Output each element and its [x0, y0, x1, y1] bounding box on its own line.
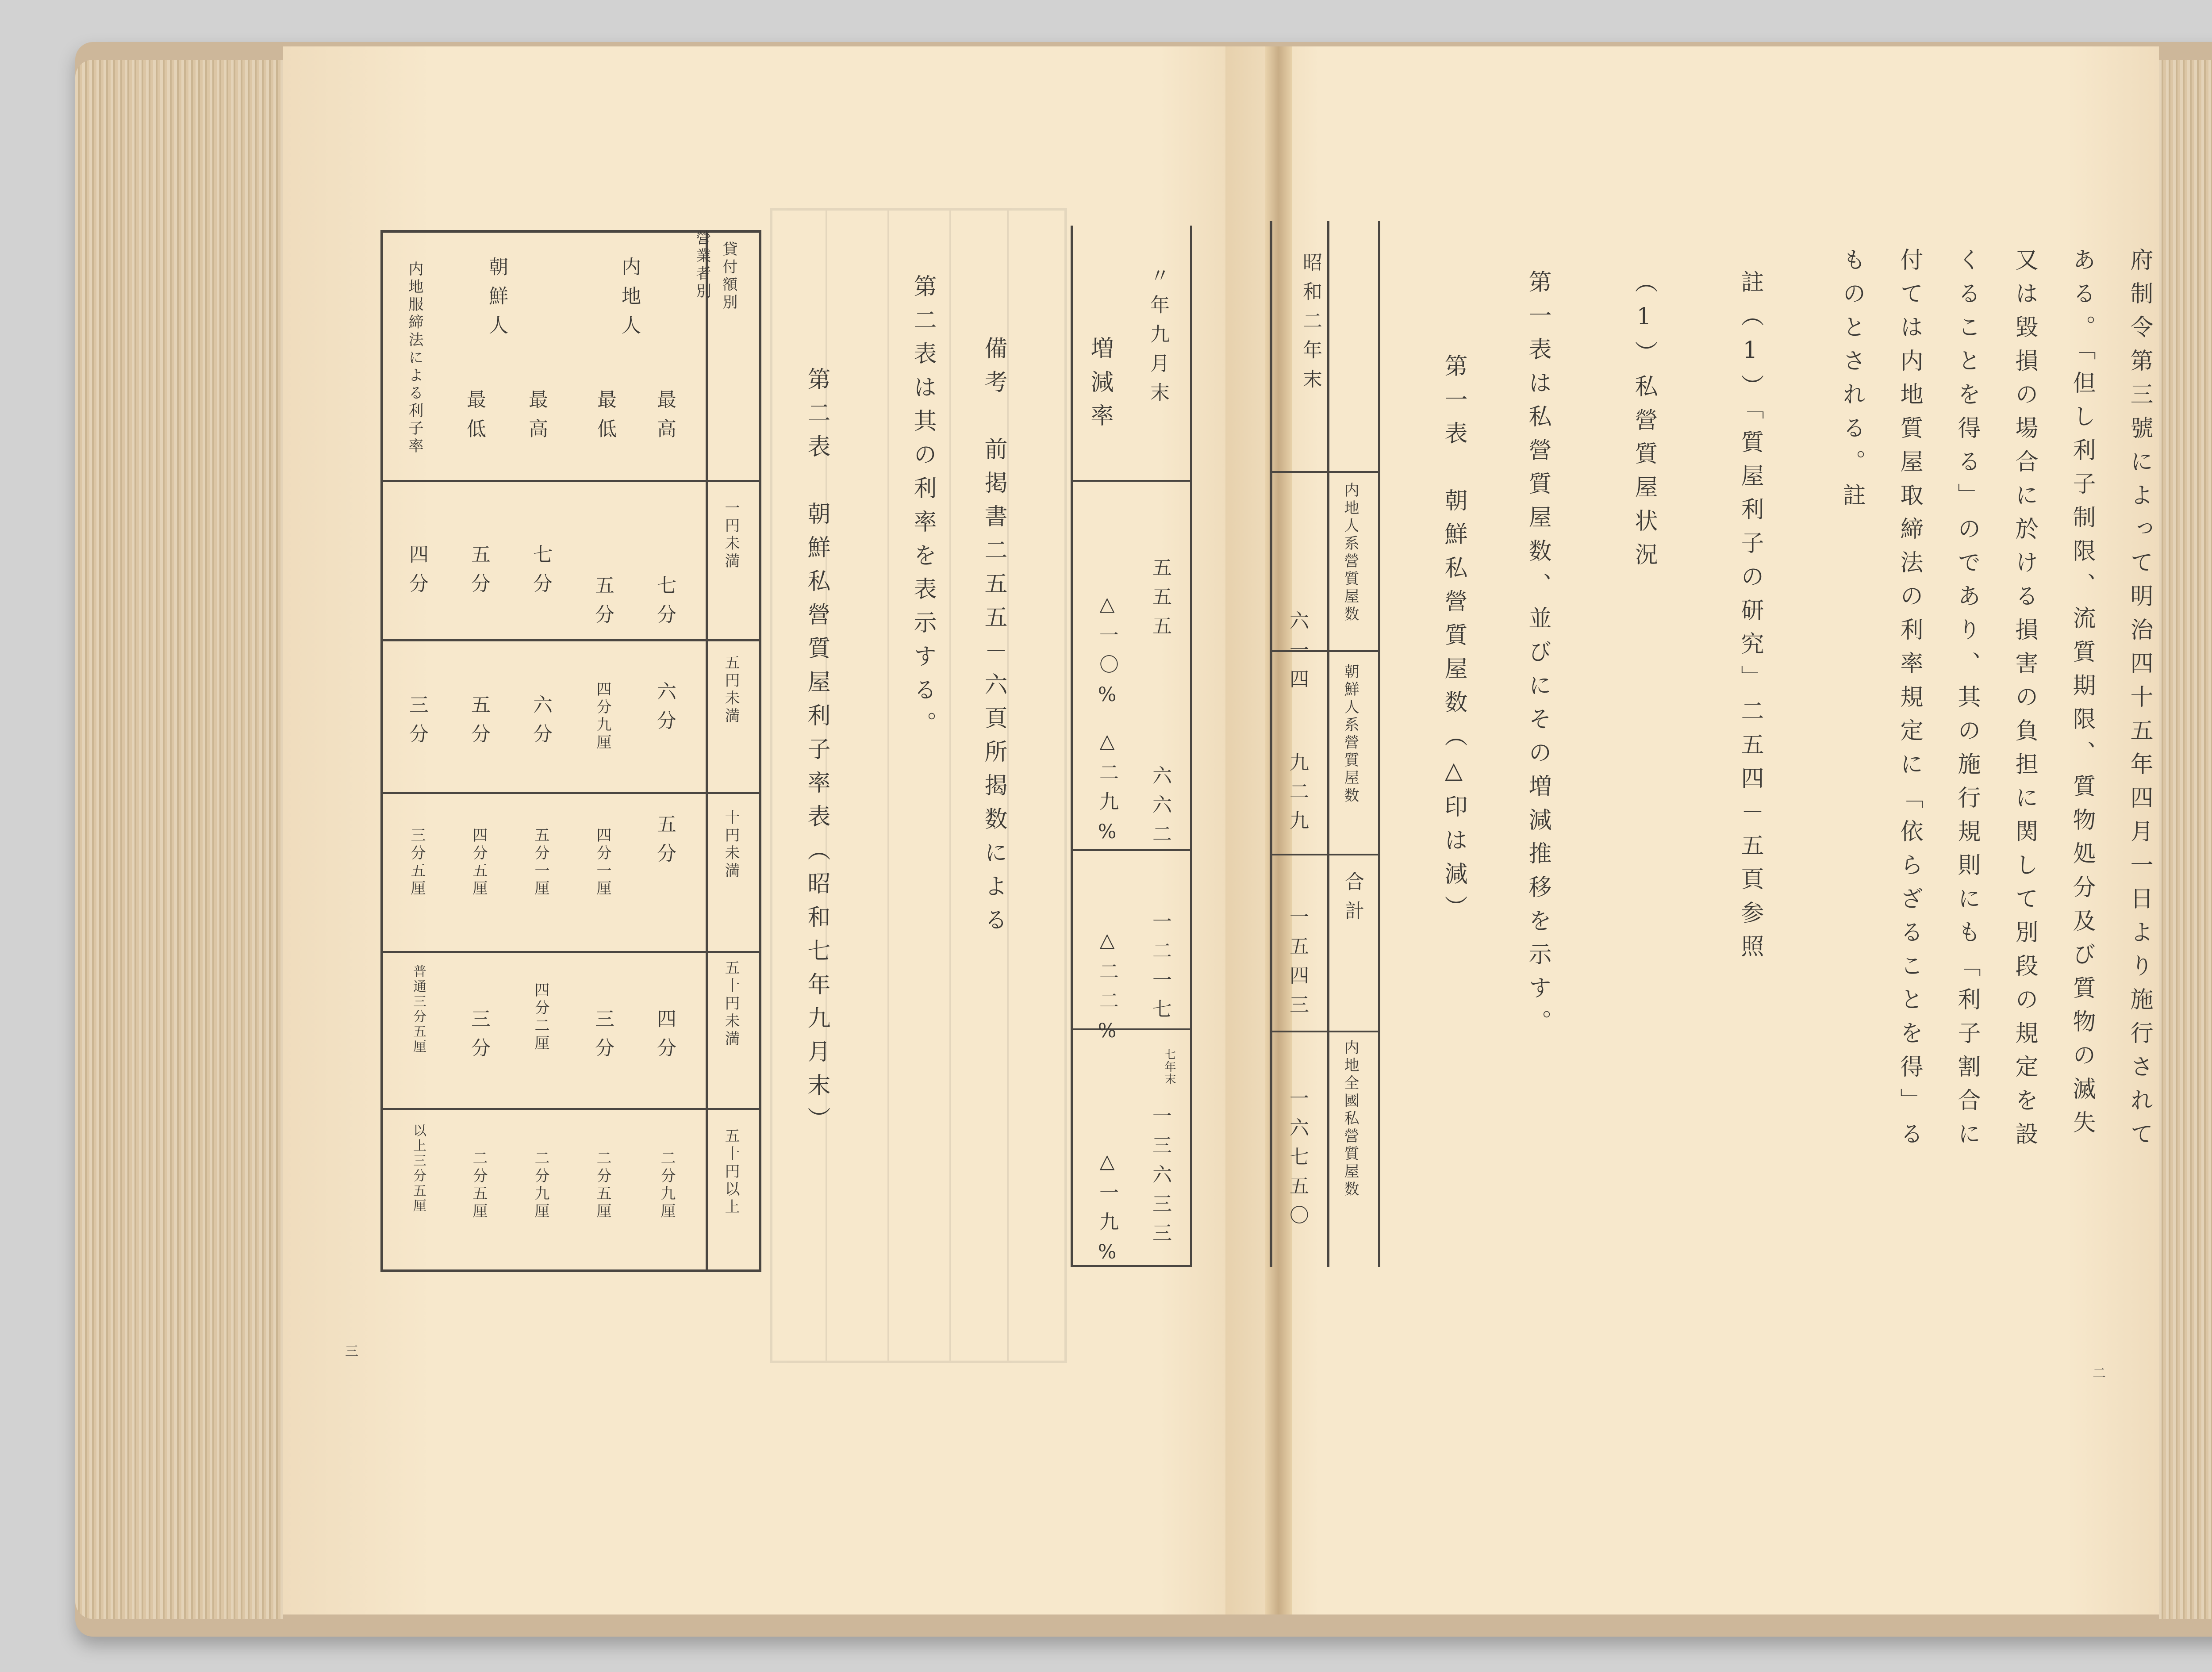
row-label: 最高	[525, 389, 548, 448]
table2-cell: 四分	[653, 1009, 676, 1067]
body-line: 第一表は私營質屋数、並びにその増減推移を示す。	[1525, 270, 1551, 1043]
table1-row-label: 増減率	[1087, 336, 1113, 437]
table1-cell: 一二一七	[1149, 911, 1171, 1028]
table1-cell: 六一四	[1286, 610, 1309, 698]
page-number: 二	[2093, 1366, 2106, 1381]
table1-cell: 九二九	[1286, 752, 1309, 840]
table2-col-header: 五十円以上	[722, 1128, 740, 1216]
table1-cell: 一五四三	[1286, 907, 1309, 1024]
table2-cell: 普通三分五厘	[411, 964, 426, 1055]
table1-cell: 五五五	[1149, 557, 1171, 645]
table1-col-header: 朝鮮人系營質屋数	[1341, 663, 1359, 805]
table2-col-header: 一円未満	[722, 500, 740, 571]
table2-col-header: 十円未満	[722, 809, 740, 880]
open-book	[75, 42, 2212, 1637]
table1-title: 第一表 朝鮮私營質屋数（△印は減）	[1440, 354, 1467, 929]
table2-cell: 二分五厘	[470, 1150, 488, 1221]
page-number: 三	[345, 1344, 358, 1359]
table2-cell: 二分五厘	[594, 1150, 611, 1221]
row-group-label: 内地服締法による利子率	[406, 261, 423, 456]
table2-cell: 二分九厘	[532, 1150, 549, 1221]
right-page-edges	[2159, 60, 2212, 1619]
table2-cell: 四分一厘	[594, 827, 611, 898]
row-group-label: 朝鮮人	[485, 257, 508, 344]
table2-cell: 三分	[406, 694, 428, 753]
table1-cell: 一三六三三	[1149, 1106, 1171, 1252]
table1-cell: △一〇%	[1096, 593, 1118, 716]
body-line: 府制令第三號によって明治四十五年四月一日より施行されて	[2126, 248, 2153, 1155]
table2-cell: 以上三分五厘	[411, 1124, 426, 1214]
table2-cell: 三分	[468, 1009, 490, 1067]
table1-cell: 六六二	[1149, 765, 1171, 853]
body-line: 又は毀損の場合に於ける損害の負担に関して別段の規定を設	[2011, 248, 2038, 1155]
table1-row-label: 〃年九月末	[1147, 265, 1169, 411]
row-label: 最低	[463, 389, 486, 448]
table1-row-label: 昭和二年末	[1299, 252, 1322, 398]
table2-cell: 三分五厘	[408, 827, 426, 898]
table2-cell: 五分	[468, 694, 490, 753]
table2-cell: 五分	[653, 814, 676, 872]
table1-col-header: 内地全國私營質屋数	[1341, 1039, 1359, 1199]
table1-cell: 七年末	[1163, 1048, 1176, 1085]
table2-cell: 六分	[530, 694, 552, 753]
table2-col-header: 五十円未満	[722, 960, 740, 1048]
table2-cell: 五分	[591, 575, 614, 633]
left-page-edges	[75, 60, 283, 1619]
table2-cell: 七分	[653, 575, 676, 633]
body-line: くることを得る」のであり、其の施行規則にも「利子割合に	[1954, 248, 1980, 1155]
body-line: ある。「但し利子制限、流質期限、質物処分及び質物の滅失	[2069, 248, 2095, 1144]
table1-cell: 一六七五〇	[1286, 1088, 1309, 1234]
table2-cell: 三分	[591, 1009, 614, 1067]
table1-col-header: 内地人系營質屋数	[1341, 482, 1359, 624]
table2-cell: 四分五厘	[470, 827, 488, 898]
table2-cell: 四分	[406, 544, 428, 602]
left-note-line: 第二表は其の利率を表示する。	[910, 274, 936, 745]
table2-cell: 二分九厘	[658, 1150, 676, 1221]
table2-cell: 七分	[530, 544, 552, 602]
row-label: 最高	[653, 389, 676, 448]
table2-cell: 五分	[468, 544, 490, 602]
table2-cell: 四分九厘	[594, 681, 611, 752]
table2-col-header: 五円未満	[722, 655, 740, 725]
table1-cell: △一九%	[1096, 1150, 1118, 1273]
body-line: ものとされる。註	[1839, 248, 1865, 517]
table2-cell: 五分一厘	[532, 827, 549, 898]
table1-col-header: 合計	[1341, 871, 1364, 930]
body-line: 註（1）「質屋利子の研究」二五四－五頁参照	[1737, 270, 1763, 968]
body-line: （1）私營質屋状況	[1631, 270, 1657, 576]
table1-cell: △二二%	[1096, 929, 1118, 1052]
table1-cell: △二九%	[1096, 730, 1118, 853]
table2-cell: 六分	[653, 681, 676, 740]
left-note-line: 備考 前掲書二五五－六頁所揭数による	[980, 336, 1007, 941]
table2-cell: 四分二厘	[532, 982, 549, 1053]
table2-corner-bottom: 營業者別	[693, 230, 711, 301]
body-line: 付ては内地質屋取締法の利率規定に「依らざることを得」る	[1896, 248, 1923, 1155]
row-label: 最低	[594, 389, 616, 448]
table2-corner-top: 貸付額別	[720, 241, 737, 312]
row-group-label: 内地人	[618, 257, 641, 344]
table2-title: 第二表 朝鮮私營質屋利子率表（昭和七年九月末）	[803, 367, 830, 1140]
